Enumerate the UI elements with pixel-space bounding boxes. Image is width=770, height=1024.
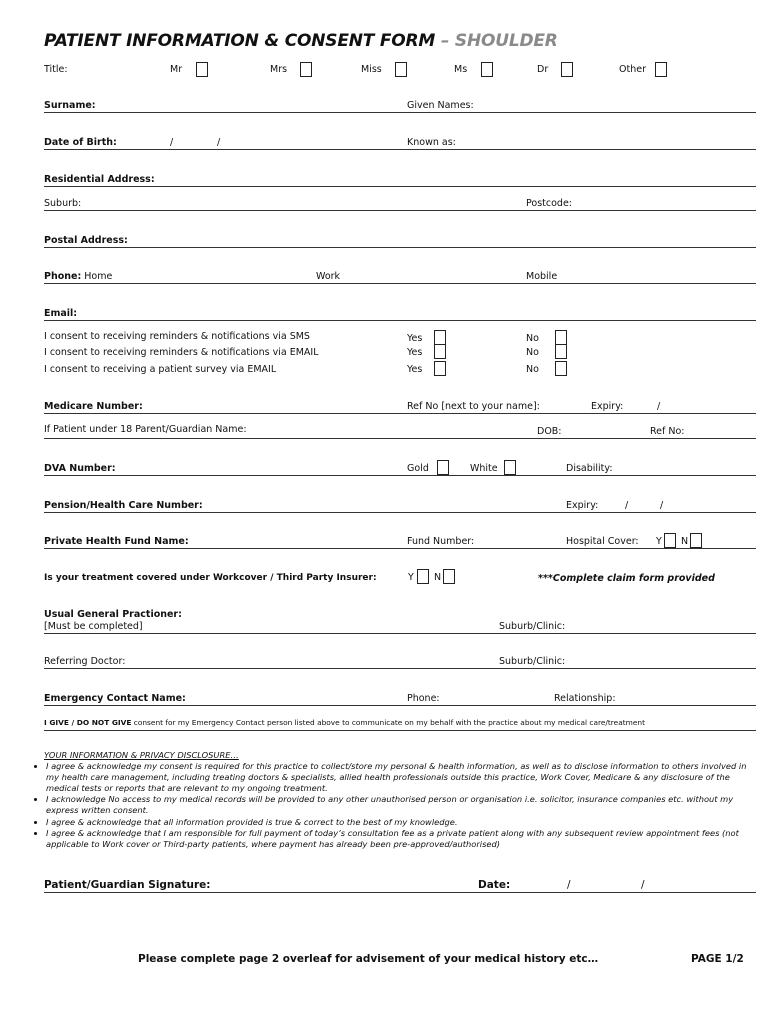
consent-sms-yes-checkbox[interactable] (434, 330, 446, 345)
title-option-other: Other (619, 64, 646, 75)
health-fund-field[interactable] (44, 548, 756, 549)
mobile-label: Mobile (526, 271, 558, 282)
relationship-label: Relationship: (554, 693, 616, 704)
consent-survey-no-label: No (526, 364, 539, 375)
signature-date-separator: / (567, 879, 571, 891)
pension-expiry-label: Expiry: (566, 500, 599, 511)
title-ms-checkbox[interactable] (481, 62, 493, 77)
title-option-ms: Ms (454, 64, 468, 75)
workcover-yes-label: Y (408, 572, 414, 583)
title-dr-checkbox[interactable] (561, 62, 573, 77)
dob-field[interactable] (44, 149, 756, 150)
title-option-dr: Dr (537, 64, 549, 75)
pension-label: Pension/Health Care Number: (44, 500, 203, 511)
consent-sms-yes-label: Yes (407, 333, 423, 344)
ref-no-label: Ref No [next to your name]: (407, 401, 540, 412)
title-option-mr: Mr (170, 64, 183, 75)
dva-white-label: White (470, 463, 498, 474)
pension-expiry-separator: / (625, 500, 629, 511)
given-names-label: Given Names: (407, 100, 474, 111)
signature-date-separator: / (641, 879, 645, 891)
consent-survey-text: I consent to receiving a patient survey via EMAIL (44, 364, 277, 375)
referring-doctor-label: Referring Doctor: (44, 656, 126, 667)
guardian-ref-label: Ref No: (650, 426, 685, 437)
title-label: Title: (44, 64, 68, 75)
title-mr-checkbox[interactable] (196, 62, 208, 77)
consent-sms-no-checkbox[interactable] (555, 330, 567, 345)
emergency-contact-label: Emergency Contact Name: (44, 693, 186, 704)
privacy-item: • I acknowledge No access to my medical records will be provided to any other unauthorised person or organisation i.e. solicitor, insurance companies etc. without my express written consent. (46, 794, 753, 816)
health-fund-label: Private Health Fund Name: (44, 536, 189, 547)
email-label: Email: (44, 308, 78, 319)
medicare-label: Medicare Number: (44, 401, 143, 412)
consent-survey-yes-checkbox[interactable] (434, 361, 446, 376)
signature-label: Patient/Guardian Signature: (44, 879, 211, 891)
consent-survey-yes-label: Yes (407, 364, 423, 375)
signature-date-label: Date: (478, 879, 511, 891)
hospital-cover-yes-checkbox[interactable] (664, 533, 676, 548)
privacy-item: • I agree & acknowledge that I am responsible for full payment of today’s consultation fee as a private patient along with any subsequent review appointment fees (not applicable to Work cover or Third-party patients, where payment has already been pre-approved/authorised) (46, 828, 753, 850)
gp-label: Usual General Practioner: (44, 609, 182, 620)
medicare-expiry-label: Expiry: (591, 401, 624, 412)
workcover-no-label: N (434, 572, 442, 583)
emergency-contact-field[interactable] (44, 705, 756, 706)
gp-field[interactable] (44, 633, 756, 634)
suburb-field[interactable] (44, 210, 756, 211)
surname-field[interactable] (44, 112, 756, 113)
residential-address-label: Residential Address: (44, 174, 155, 185)
gp-suburb-label: Suburb/Clinic: (499, 621, 566, 632)
hospital-cover-no-label: N (681, 536, 689, 547)
dob-label: Date of Birth: (44, 137, 117, 148)
form-title-accent: SHOULDER (454, 31, 558, 51)
hospital-cover-no-checkbox[interactable] (690, 533, 702, 548)
dva-label: DVA Number: (44, 463, 116, 474)
consent-email-text: I consent to receiving reminders & notifications via EMAIL (44, 347, 319, 358)
postal-address-field[interactable] (44, 247, 756, 248)
consent-sms-no-label: No (526, 333, 539, 344)
referring-doctor-field[interactable] (44, 668, 756, 669)
workcover-no-checkbox[interactable] (443, 569, 455, 584)
medicare-expiry-separator: / (657, 401, 661, 412)
hospital-cover-yes-label: Y (656, 536, 662, 547)
form-title: PATIENT INFORMATION & CONSENT FORM – SHOULDER (44, 31, 558, 51)
workcover-yes-checkbox[interactable] (417, 569, 429, 584)
email-field[interactable] (44, 320, 756, 321)
consent-email-yes-checkbox[interactable] (434, 344, 446, 359)
consent-email-yes-label: Yes (407, 347, 423, 358)
suburb-label: Suburb: (44, 198, 82, 209)
page-number: PAGE 1/2 (691, 953, 744, 965)
surname-label: Surname: (44, 100, 96, 111)
phone-field[interactable] (44, 283, 756, 284)
title-option-mrs: Mrs (270, 64, 288, 75)
guardian-field[interactable] (44, 438, 756, 439)
privacy-item: • I agree & acknowledge that all information provided is true & correct to the best of my knowledge. (46, 817, 753, 828)
title-mrs-checkbox[interactable] (300, 62, 312, 77)
consent-email-no-label: No (526, 347, 539, 358)
title-other-checkbox[interactable] (655, 62, 667, 77)
dva-field[interactable] (44, 475, 756, 476)
phone-label: Phone: Home (44, 271, 113, 282)
medicare-field[interactable] (44, 413, 756, 414)
guardian-name-label: If Patient under 18 Parent/Guardian Name: (44, 424, 247, 435)
pension-expiry-separator: / (660, 500, 664, 511)
signature-field[interactable] (44, 892, 756, 893)
dob-separator: / (170, 137, 174, 148)
dva-gold-label: Gold (407, 463, 429, 474)
privacy-disclosure (38, 750, 753, 850)
claim-form-note: ***Complete claim form provided (538, 573, 715, 584)
emergency-phone-label: Phone: (407, 693, 440, 704)
consent-survey-no-checkbox[interactable] (555, 361, 567, 376)
postal-address-label: Postal Address: (44, 235, 128, 246)
privacy-item: • I agree & acknowledge my consent is required for this practice to collect/store my personal & health information, as well as to disclose information to others involved in my health care management, including treating doctors & specialists, allied health professionals outside this practice, Work Cover, Medicare & any disclosure of the medical tests or reports that are relevant to my ongoing treatment. (46, 761, 753, 794)
privacy-heading: YOUR INFORMATION & PRIVACY DISCLOSURE… (44, 750, 239, 760)
consent-email-no-checkbox[interactable] (555, 344, 567, 359)
workcover-label: Is your treatment covered under Workcover / Third Party Insurer: (44, 573, 377, 583)
dva-gold-checkbox[interactable] (437, 460, 449, 475)
referring-suburb-label: Suburb/Clinic: (499, 656, 566, 667)
title-option-miss: Miss (361, 64, 382, 75)
postcode-label: Postcode: (526, 198, 572, 209)
emergency-consent-text: I GIVE / DO NOT GIVE consent for my Emergency Contact person listed above to communicate on my behalf with the practice about my medical care/treatment (44, 718, 645, 727)
residential-address-field[interactable] (44, 186, 756, 187)
divider (44, 730, 756, 731)
disability-label: Disability: (566, 463, 613, 474)
work-phone-label: Work (316, 271, 341, 282)
title-miss-checkbox[interactable] (395, 62, 407, 77)
dva-white-checkbox[interactable] (504, 460, 516, 475)
footer-note: Please complete page 2 overleaf for advisement of your medical history etc… (138, 953, 599, 965)
hospital-cover-label: Hospital Cover: (566, 536, 639, 547)
consent-sms-text: I consent to receiving reminders & notifications via SMS (44, 331, 310, 342)
gp-note: [Must be completed] (44, 621, 143, 632)
known-as-label: Known as: (407, 137, 456, 148)
pension-field[interactable] (44, 512, 756, 513)
guardian-dob-label: DOB: (537, 426, 562, 437)
fund-number-label: Fund Number: (407, 536, 475, 547)
dob-separator: / (217, 137, 221, 148)
